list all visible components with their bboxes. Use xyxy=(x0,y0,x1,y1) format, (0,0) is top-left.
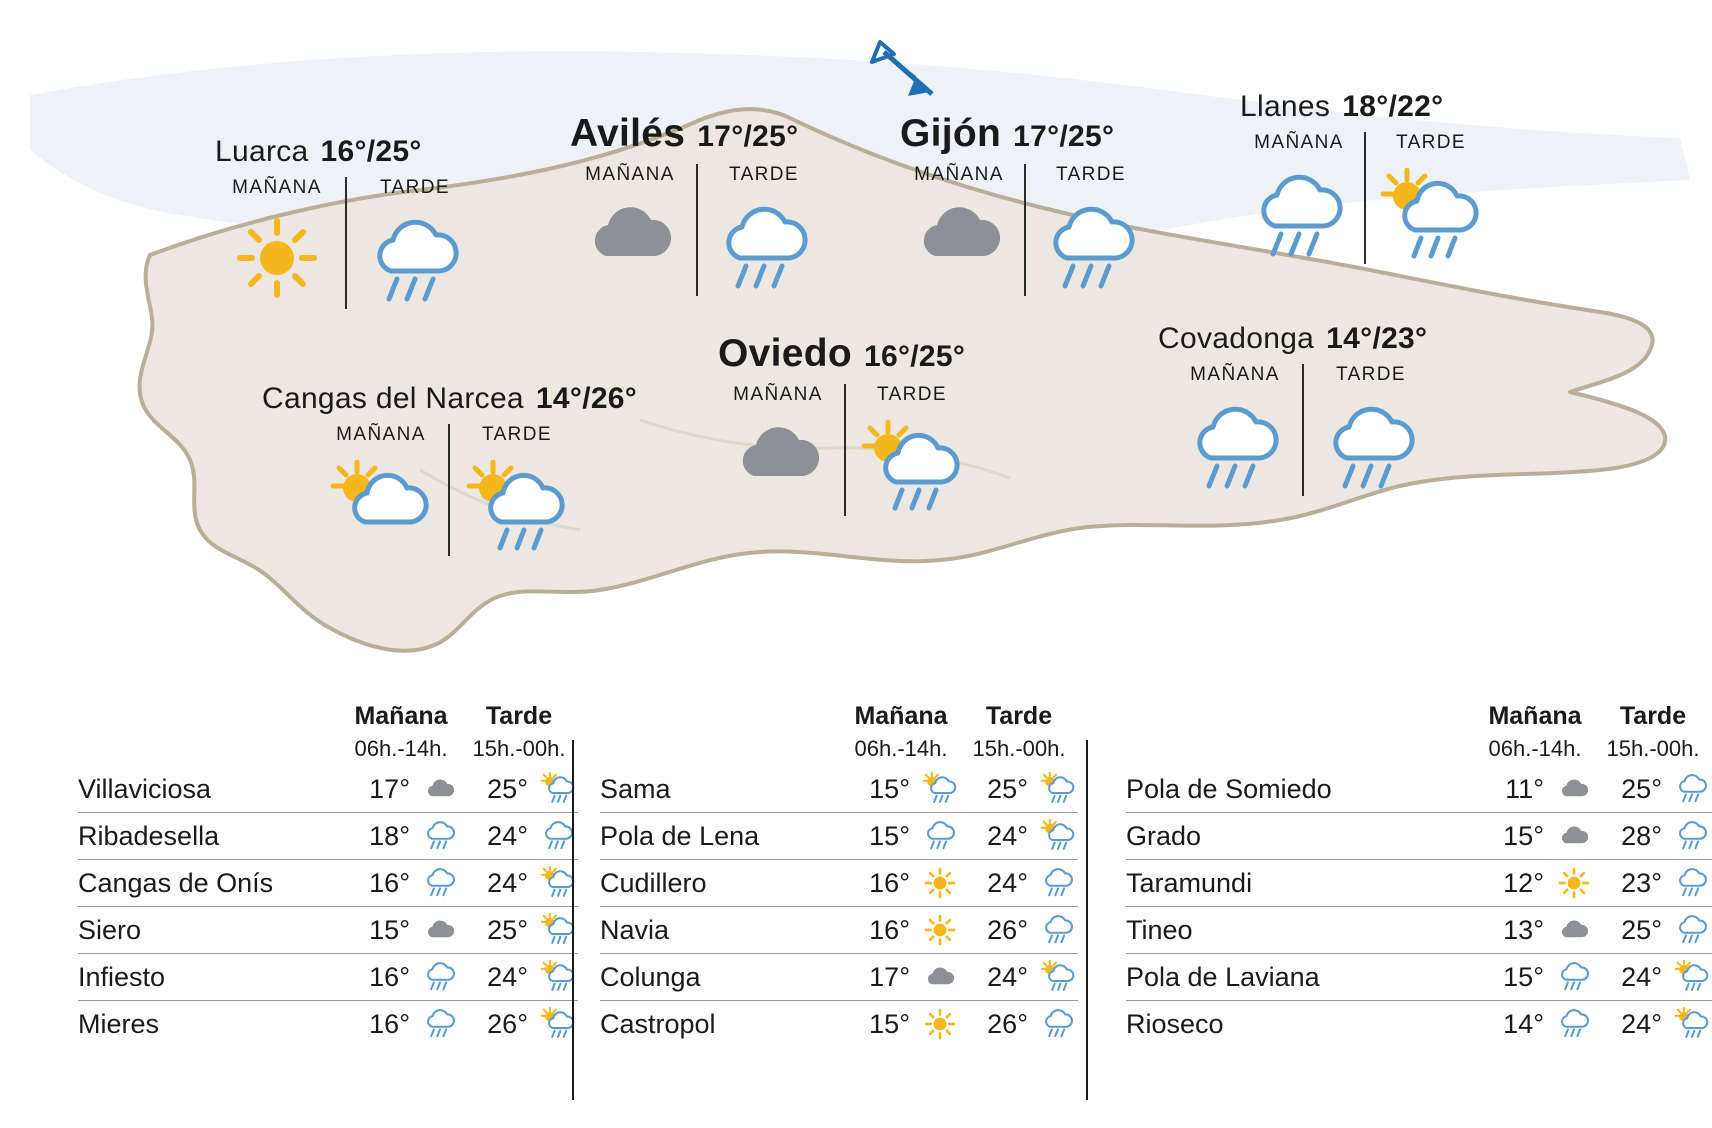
morning-column xyxy=(1174,364,1296,496)
city-block-llanes xyxy=(1240,90,1490,264)
table-row xyxy=(600,766,1078,813)
city-name: Oviedo xyxy=(718,332,852,375)
table-rows xyxy=(600,766,1078,1047)
morning-temp: 16° xyxy=(869,867,910,898)
sun-icon xyxy=(232,213,322,309)
afternoon-temp: 26° xyxy=(487,1008,528,1039)
afternoon-temp: 26° xyxy=(987,914,1028,945)
table-separator xyxy=(572,740,574,1100)
column-divider xyxy=(696,164,698,296)
rain-icon xyxy=(1672,866,1712,900)
afternoon-temp: 28° xyxy=(1621,820,1662,851)
afternoon-cell xyxy=(1594,866,1712,900)
afternoon-label: TARDE xyxy=(482,424,552,445)
morning-temp: 15° xyxy=(869,820,910,851)
table-row xyxy=(600,813,1078,860)
morning-label: MAÑANA xyxy=(1190,364,1280,385)
sun-icon xyxy=(1554,866,1594,900)
rain-icon xyxy=(1247,168,1351,264)
header-afternoon xyxy=(1594,700,1712,766)
rain-icon xyxy=(920,819,960,853)
place-name: Rioseco xyxy=(1126,1008,1224,1039)
table-row xyxy=(1126,813,1712,860)
city-columns xyxy=(1240,132,1490,264)
afternoon-column xyxy=(456,424,578,556)
header-afternoon-title: Tarde xyxy=(485,702,553,730)
place-name: Ribadesella xyxy=(78,820,220,851)
morning-temp: 15° xyxy=(869,1008,910,1039)
afternoon-cell xyxy=(1594,772,1712,806)
morning-cell xyxy=(342,774,460,805)
city-header xyxy=(215,135,477,169)
afternoon-temp: 23° xyxy=(1621,867,1662,898)
city-columns xyxy=(718,384,972,516)
table-row xyxy=(600,907,1078,954)
morning-cell xyxy=(842,913,960,947)
header-afternoon xyxy=(960,700,1078,766)
city-header xyxy=(900,112,1150,156)
sun-rain-icon xyxy=(1038,960,1078,994)
table-row xyxy=(1126,1001,1712,1047)
morning-temp: 18° xyxy=(369,820,410,851)
sun-rain-icon xyxy=(1672,1007,1712,1041)
header-afternoon-range: 15h.-00h. xyxy=(972,736,1066,761)
afternoon-cell xyxy=(960,772,1078,806)
sun-rain-icon xyxy=(461,460,573,556)
header-afternoon-title: Tarde xyxy=(1619,702,1687,730)
morning-temp: 11° xyxy=(1505,773,1544,804)
afternoon-column xyxy=(852,384,972,516)
afternoon-label: TARDE xyxy=(877,384,947,405)
city-block-oviedo xyxy=(718,332,972,516)
afternoon-temp: 24° xyxy=(1621,1008,1662,1039)
afternoon-label: TARDE xyxy=(1336,364,1406,385)
place-name: Villaviciosa xyxy=(78,773,212,804)
city-temperature: 17°/25° xyxy=(697,120,799,153)
morning-cell xyxy=(842,772,960,806)
morning-temp: 16° xyxy=(369,867,410,898)
afternoon-cell xyxy=(460,960,578,994)
morning-temp: 17° xyxy=(369,773,410,804)
rain-icon xyxy=(1672,772,1712,806)
morning-cell xyxy=(842,962,960,993)
rain-icon xyxy=(420,866,460,900)
forecast-table-1 xyxy=(0,700,578,1128)
morning-cell xyxy=(1476,1007,1594,1041)
afternoon-label: TARDE xyxy=(1396,132,1466,153)
morning-column xyxy=(215,177,339,309)
header-morning-title: Mañana xyxy=(854,702,948,730)
sun-rain-icon xyxy=(856,420,968,516)
column-divider xyxy=(1364,132,1366,264)
place-name: Mieres xyxy=(78,1008,160,1039)
table-row xyxy=(600,954,1078,1001)
morning-column xyxy=(900,164,1018,296)
table-header xyxy=(78,700,578,766)
table-row xyxy=(78,813,578,860)
afternoon-cell xyxy=(460,1007,578,1041)
rain-icon xyxy=(1672,819,1712,853)
cloud-icon xyxy=(420,777,460,801)
afternoon-cell xyxy=(960,913,1078,947)
sun-rain-icon xyxy=(920,772,960,806)
table-row xyxy=(78,907,578,954)
morning-cell xyxy=(1476,866,1594,900)
city-name: Luarca xyxy=(215,135,309,168)
afternoon-cell xyxy=(460,772,578,806)
header-afternoon xyxy=(460,700,578,766)
afternoon-cell xyxy=(960,960,1078,994)
cloud-icon xyxy=(582,200,678,296)
column-divider xyxy=(345,177,347,309)
city-block-covadonga xyxy=(1158,322,1432,496)
morning-temp: 17° xyxy=(869,961,910,992)
afternoon-cell xyxy=(460,819,578,853)
place-name: Cudillero xyxy=(600,867,707,898)
header-afternoon-title: Tarde xyxy=(985,702,1053,730)
afternoon-column xyxy=(1310,364,1432,496)
city-name: Covadonga xyxy=(1158,322,1315,355)
place-name: Navia xyxy=(600,914,670,945)
morning-cell xyxy=(1476,774,1594,805)
morning-cell xyxy=(342,960,460,994)
morning-temp: 16° xyxy=(869,914,910,945)
forecast-table-3 xyxy=(1078,700,1712,1128)
afternoon-column xyxy=(353,177,477,309)
morning-temp: 13° xyxy=(1503,914,1544,945)
header-morning-title: Mañana xyxy=(1488,702,1582,730)
morning-cell xyxy=(342,1007,460,1041)
rain-icon xyxy=(1038,1007,1078,1041)
morning-temp: 15° xyxy=(1503,820,1544,851)
rain-icon xyxy=(1038,913,1078,947)
afternoon-cell xyxy=(1594,819,1712,853)
column-divider xyxy=(1302,364,1304,496)
city-columns xyxy=(215,177,477,309)
afternoon-temp: 24° xyxy=(987,820,1028,851)
afternoon-label: TARDE xyxy=(729,164,799,185)
afternoon-temp: 24° xyxy=(987,867,1028,898)
place-name: Pola de Somiedo xyxy=(1126,773,1332,804)
place-name: Tineo xyxy=(1126,914,1193,945)
header-morning xyxy=(1476,700,1594,766)
city-header xyxy=(262,382,637,416)
place-name: Taramundi xyxy=(1126,867,1253,898)
morning-label: MAÑANA xyxy=(733,384,823,405)
afternoon-temp: 25° xyxy=(987,773,1028,804)
morning-cell xyxy=(842,866,960,900)
afternoon-cell xyxy=(460,913,578,947)
afternoon-cell xyxy=(1594,913,1712,947)
afternoon-label: TARDE xyxy=(380,177,450,198)
city-temperature: 18°/22° xyxy=(1342,90,1444,123)
afternoon-temp: 25° xyxy=(1621,914,1662,945)
rain-icon xyxy=(1183,400,1287,496)
table-row xyxy=(1126,766,1712,813)
header-morning xyxy=(842,700,960,766)
afternoon-cell xyxy=(960,819,1078,853)
rain-icon xyxy=(420,1007,460,1041)
place-name: Siero xyxy=(78,914,142,945)
rain-icon xyxy=(1039,200,1143,296)
rain-icon xyxy=(363,213,467,309)
place-name: Colunga xyxy=(600,961,701,992)
column-divider xyxy=(844,384,846,516)
city-temperature: 16°/25° xyxy=(320,135,422,168)
column-divider xyxy=(448,424,450,556)
header-morning-range: 06h.-14h. xyxy=(354,736,448,761)
morning-cell xyxy=(842,819,960,853)
table-header xyxy=(600,700,1078,766)
morning-temp: 15° xyxy=(869,773,910,804)
sun-icon xyxy=(920,866,960,900)
morning-label: MAÑANA xyxy=(585,164,675,185)
city-temperature: 16°/25° xyxy=(864,340,966,373)
morning-column xyxy=(320,424,442,556)
morning-label: MAÑANA xyxy=(1254,132,1344,153)
place-name: Sama xyxy=(600,773,671,804)
cloud-icon xyxy=(1554,918,1594,942)
afternoon-cell xyxy=(460,866,578,900)
morning-column xyxy=(718,384,838,516)
table-row xyxy=(78,766,578,813)
afternoon-cell xyxy=(960,866,1078,900)
city-header xyxy=(1158,322,1432,356)
header-afternoon-range: 15h.-00h. xyxy=(1606,736,1700,761)
morning-temp: 16° xyxy=(369,961,410,992)
header-afternoon-range: 15h.-00h. xyxy=(472,736,566,761)
table-row xyxy=(1126,907,1712,954)
city-temperature: 14°/23° xyxy=(1326,322,1428,355)
table-row xyxy=(600,1001,1078,1047)
morning-temp: 16° xyxy=(369,1008,410,1039)
header-morning xyxy=(342,700,460,766)
cloud-icon xyxy=(1554,777,1594,801)
table-row xyxy=(1126,860,1712,907)
place-name: Infiesto xyxy=(78,961,166,992)
cloud-icon xyxy=(1554,824,1594,848)
sun-rain-icon xyxy=(1672,960,1712,994)
city-block-gijon xyxy=(900,112,1150,296)
afternoon-cell xyxy=(1594,1007,1712,1041)
morning-temp: 15° xyxy=(369,914,410,945)
afternoon-label: TARDE xyxy=(1056,164,1126,185)
table-row xyxy=(78,1001,578,1047)
cloud-icon xyxy=(420,918,460,942)
place-name: Pola de Laviana xyxy=(1126,961,1320,992)
sun-rain-icon xyxy=(1038,819,1078,853)
place-name: Pola de Lena xyxy=(600,820,760,851)
morning-cell xyxy=(1476,821,1594,852)
morning-column xyxy=(570,164,690,296)
afternoon-column xyxy=(704,164,824,296)
city-temperature: 14°/26° xyxy=(535,382,638,415)
column-divider xyxy=(1024,164,1026,296)
city-name: Gijón xyxy=(900,112,1002,155)
rain-icon xyxy=(1554,1007,1594,1041)
sun-rain-icon xyxy=(1375,168,1487,264)
cloud-icon xyxy=(920,965,960,989)
rain-icon xyxy=(420,819,460,853)
morning-temp: 15° xyxy=(1503,961,1544,992)
rain-icon xyxy=(712,200,816,296)
cloud-icon xyxy=(911,200,1007,296)
rain-icon xyxy=(1554,960,1594,994)
afternoon-temp: 25° xyxy=(487,773,528,804)
table-rows xyxy=(78,766,578,1047)
morning-label: MAÑANA xyxy=(232,177,322,198)
city-block-aviles xyxy=(570,112,824,296)
morning-cell xyxy=(342,915,460,946)
afternoon-temp: 26° xyxy=(987,1008,1028,1039)
city-columns xyxy=(570,164,824,296)
morning-label: MAÑANA xyxy=(914,164,1004,185)
morning-cell xyxy=(342,866,460,900)
sun-icon xyxy=(920,913,960,947)
morning-column xyxy=(1240,132,1358,264)
rain-icon xyxy=(1319,400,1423,496)
afternoon-temp: 24° xyxy=(987,961,1028,992)
afternoon-temp: 24° xyxy=(487,820,528,851)
forecast-tables xyxy=(0,700,1712,1128)
morning-cell xyxy=(1476,915,1594,946)
city-columns xyxy=(320,424,637,556)
header-morning-range: 06h.-14h. xyxy=(1488,736,1582,761)
city-header xyxy=(718,332,972,376)
city-header xyxy=(1240,90,1490,124)
place-name: Castropol xyxy=(600,1008,716,1039)
header-morning-title: Mañana xyxy=(354,702,448,730)
city-columns xyxy=(1174,364,1432,496)
sun-icon xyxy=(920,1007,960,1041)
sun-rain-icon xyxy=(1038,772,1078,806)
header-morning-range: 06h.-14h. xyxy=(854,736,948,761)
city-temperature: 17°/25° xyxy=(1013,120,1115,153)
city-header xyxy=(570,112,824,156)
city-name: Avilés xyxy=(570,112,686,155)
sun-cloud-icon xyxy=(325,460,437,556)
morning-cell xyxy=(842,1007,960,1041)
afternoon-cell xyxy=(960,1007,1078,1041)
cloud-icon xyxy=(730,420,826,516)
afternoon-column xyxy=(1372,132,1490,264)
table-separator xyxy=(1086,740,1088,1100)
table-header xyxy=(1126,700,1712,766)
afternoon-column xyxy=(1032,164,1150,296)
table-row xyxy=(78,954,578,1001)
rain-icon xyxy=(1672,913,1712,947)
table-row xyxy=(600,860,1078,907)
rain-icon xyxy=(1038,866,1078,900)
place-name: Grado xyxy=(1126,820,1202,851)
afternoon-temp: 24° xyxy=(1621,961,1662,992)
city-columns xyxy=(900,164,1150,296)
table-row xyxy=(78,860,578,907)
city-block-luarca xyxy=(215,135,477,309)
morning-temp: 14° xyxy=(1503,1008,1544,1039)
table-row xyxy=(1126,954,1712,1001)
forecast-table-2 xyxy=(578,700,1078,1128)
table-rows xyxy=(1126,766,1712,1047)
rain-icon xyxy=(420,960,460,994)
afternoon-temp: 24° xyxy=(487,961,528,992)
afternoon-temp: 25° xyxy=(1621,773,1662,804)
morning-cell xyxy=(342,819,460,853)
morning-label: MAÑANA xyxy=(336,424,426,445)
place-name: Cangas de Onís xyxy=(78,867,274,898)
city-name: Cangas del Narcea xyxy=(262,382,524,415)
afternoon-temp: 24° xyxy=(487,867,528,898)
afternoon-temp: 25° xyxy=(487,914,528,945)
city-block-cangas-del-narcea xyxy=(262,382,637,556)
morning-temp: 12° xyxy=(1503,867,1544,898)
afternoon-cell xyxy=(1594,960,1712,994)
morning-cell xyxy=(1476,960,1594,994)
city-name: Llanes xyxy=(1240,90,1331,123)
